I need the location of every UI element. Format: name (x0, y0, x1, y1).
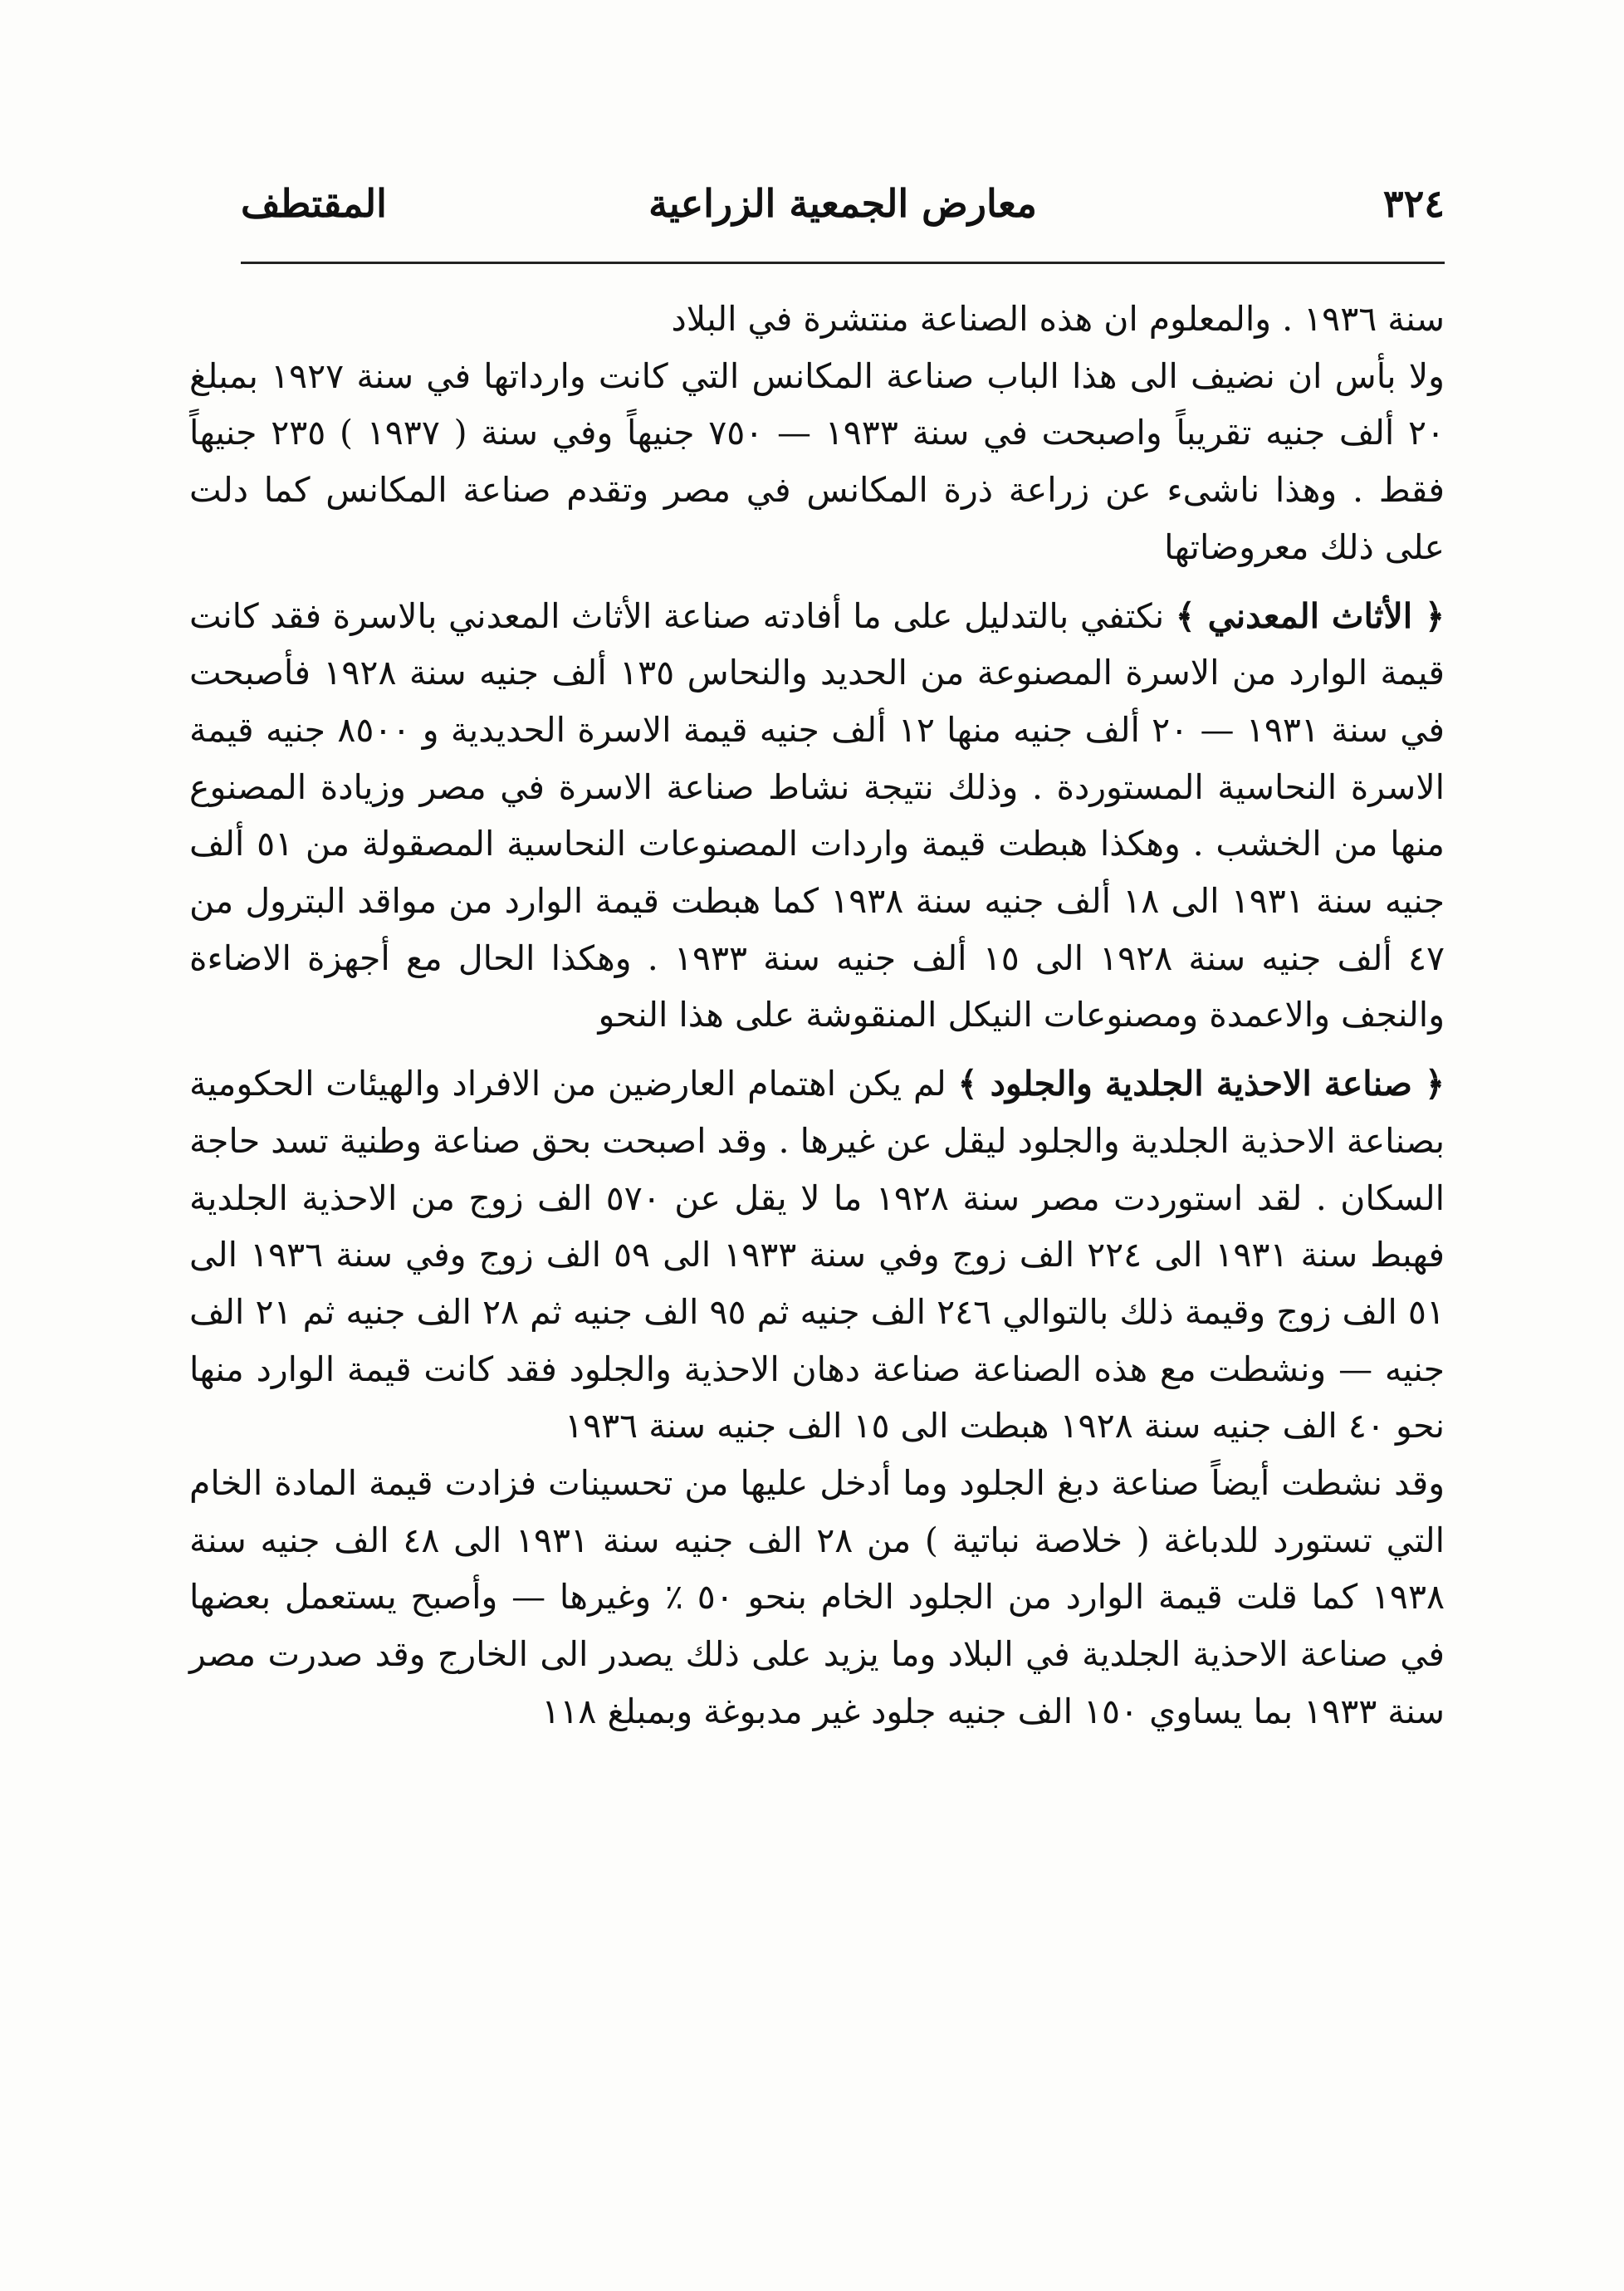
paragraph-text: ولا بأس ان نضيف الى هذا الباب صناعة المكانس التي كانت وارداتها في سنة ١٩٢٧ بمبلغ ٢٠ ألف جنيه تقريباً واصبحت في سنة ١٩٣٣ — ٧٥٠ جنيهاً وفي سنة ( ١٩٣٧ ) ٢٣٥ جنيهاً فقط . وهذا ناشىء عن زراعة ذرة المكانس في مصر وتقدم صناعة المكانس كما دلت على ذلك معروضاتها (189, 355, 1445, 567)
article-body (189, 291, 1445, 1740)
page-header (241, 170, 1445, 237)
paragraph-brooms (189, 348, 1445, 576)
section-heading: ﴿ الأثاث المعدني ﴾ (1175, 595, 1445, 636)
paragraph-leather-shoes (189, 1055, 1445, 1455)
header-rule (241, 262, 1445, 264)
paragraph-text: نكتفي بالتدليل على ما أفادته صناعة الأثاث المعدني بالاسرة فقد كانت قيمة الوارد من الاسرة المصنوعة من الحديد والنحاس ١٣٥ ألف جنيه سنة ١٩٢٨ فأصبحت في سنة ١٩٣١ — ٢٠ ألف جنيه منها ١٢ ألف جنيه قيمة الاسرة الحديدية و ٨٥٠٠ جنيه قيمة الاسرة النحاسية المستوردة . وذلك نتيجة نشاط صناعة الاسرة في مصر وزيادة المصنوع منها من الخشب . وهكذا هبطت قيمة واردات المصنوعات النحاسية المصقولة من ٥١ ألف جنيه سنة ١٩٣١ الى ١٨ ألف جنيه سنة ١٩٣٨ كما هبطت قيمة الوارد من مواقد البترول من ٤٧ ألف جنيه سنة ١٩٢٨ الى ١٥ ألف جنيه سنة ١٩٣٣ . وهكذا الحال مع أجهزة الاضاءة والنجف والاعمدة ومصنوعات النيكل المنقوشة على هذا النحو (189, 595, 1445, 1035)
journal-name: المقتطف (241, 181, 387, 226)
section-heading: ﴿ صناعة الاحذية الجلدية والجلود ﴾ (957, 1064, 1445, 1104)
paragraph-continuation (189, 291, 1445, 348)
running-title: معارض الجمعية الزراعية (648, 181, 1037, 226)
page-number: ٣٢٤ (1382, 181, 1445, 226)
paragraph-tanning (189, 1455, 1445, 1740)
paragraph-metal-furniture (189, 588, 1445, 1045)
paragraph-text: وقد نشطت أيضاً صناعة دبغ الجلود وما أدخل عليها من تحسينات فزادت قيمة المادة الخام التي تستورد للدباغة ( خلاصة نباتية ) من ٢٨ الف جنيه سنة ١٩٣١ الى ٤٨ الف جنيه سنة ١٩٣٨ كما قلت قيمة الوارد من الجلود الخام بنحو ٥٠ ٪ وغيرها — وأصبح يستعمل بعضها في صناعة الاحذية الجلدية في البلاد وما يزيد على ذلك يصدر الى الخارج وقد صدرت مصر سنة ١٩٣٣ بما يساوي ١٥٠ الف جنيه جلود غير مدبوغة وبمبلغ ١١٨ (189, 1463, 1445, 1731)
paragraph-text: لم يكن اهتمام العارضين من الافراد والهيئات الحكومية بصناعة الاحذية الجلدية والجلود ليقل عن غيرها . وقد اصبحت بحق صناعة وطنية تسد حاجة السكان . لقد استوردت مصر سنة ١٩٢٨ ما لا يقل عن ٥٧٠ الف زوج من الاحذية الجلدية فهبط سنة ١٩٣١ الى ٢٢٤ الف زوج وفي سنة ١٩٣٣ الى ٥٩ الف زوج وفي سنة ١٩٣٦ الى ٥١ الف زوج وقيمة ذلك بالتوالي ٢٤٦ الف جنيه ثم ٩٥ الف جنيه ثم ٢٨ الف جنيه ثم ٢١ الف جنيه — ونشطت مع هذه الصناعة صناعة دهان الاحذية والجلود فقد كانت قيمة الوارد منها نحو ٤٠ الف جنيه سنة ١٩٢٨ هبطت الى ١٥ الف جنيه سنة ١٩٣٦ (189, 1064, 1445, 1447)
paragraph-text: سنة ١٩٣٦ . والمعلوم ان هذه الصناعة منتشرة في البلاد (671, 299, 1445, 339)
